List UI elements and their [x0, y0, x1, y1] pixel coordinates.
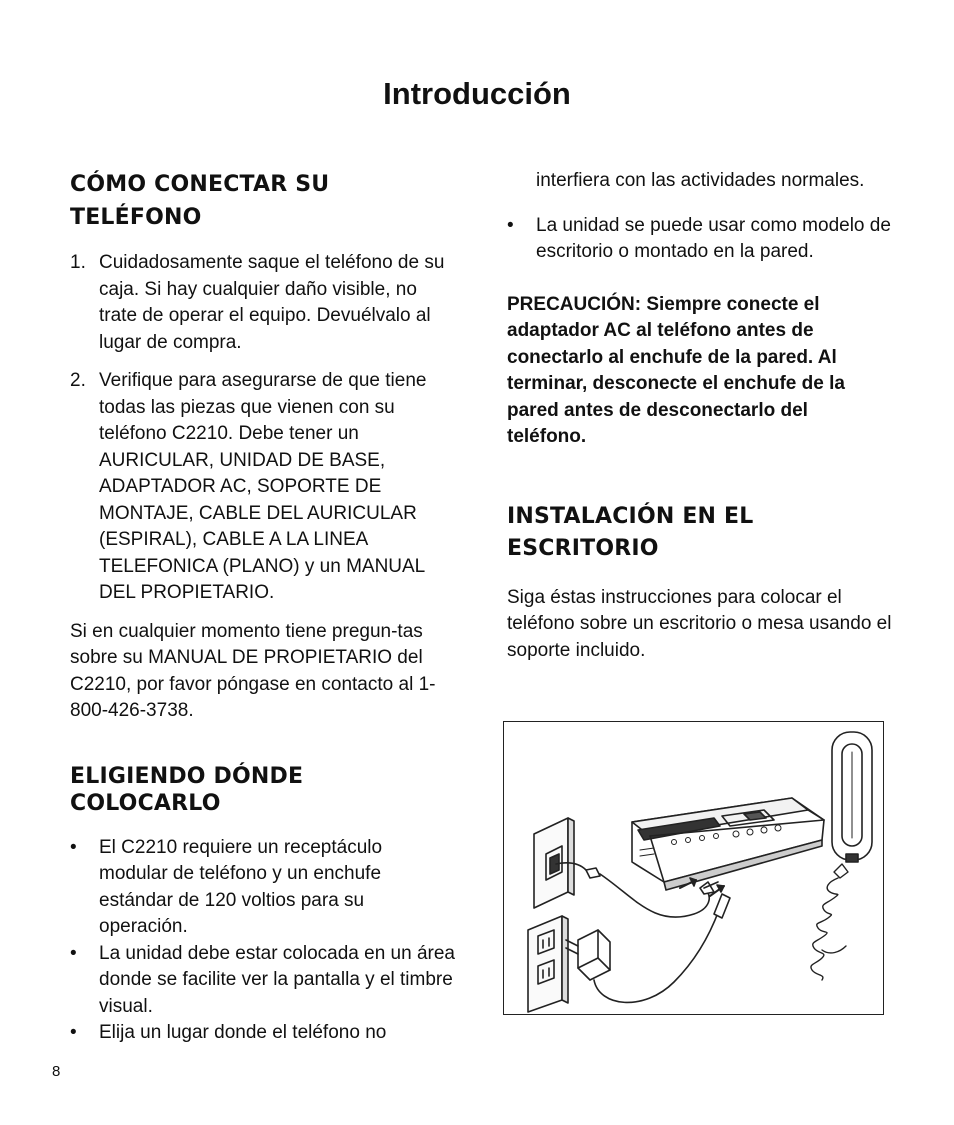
bullet-text: La unidad debe estar colocada en un área donde se facilite ver la pantalla y el timbre visual. — [99, 942, 455, 1017]
desk-heading: INSTALACIÓN EN EL ESCRITORIO — [507, 503, 754, 561]
ac-outlet-icon — [528, 916, 568, 1012]
left-column — [70, 168, 455, 1047]
step-item — [70, 368, 455, 607]
handset-icon — [832, 732, 872, 862]
bullet-icon: • — [507, 214, 514, 236]
phone-installation-illustration — [503, 721, 884, 1015]
bullet-icon: • — [70, 1022, 77, 1043]
right-column — [507, 168, 892, 664]
bullet-item — [70, 835, 455, 941]
bullet-item — [507, 213, 892, 266]
phone-base-unit-icon — [632, 798, 824, 896]
connect-steps — [70, 250, 455, 607]
page-number: 8 — [52, 1063, 61, 1080]
step-text: Verifique para asegurarse de que tiene todas las piezas que vienen con su teléfono C2210. Debe tener un AURICULAR, UNIDAD DE BASE, ADAPTADOR AC, SOPORTE DE MONTAJE, CABLE DEL AURICULAR (ESPIRAL), CABLE A LA LINEA TELEFONICA (PLANO) y un MANUAL DEL PROPIETARIO. — [99, 370, 427, 603]
bullet-item — [70, 941, 455, 1021]
bullet-icon: • — [70, 942, 77, 964]
step-text: Cuidadosamente saque el teléfono de su caja. Si hay cualquier daño visible, no trate de operar el equipo. Devuélvalo al lugar de compra. — [99, 252, 445, 353]
step-number: 1. — [70, 252, 86, 273]
step-item — [70, 250, 455, 356]
bullet-text: Elija un lugar donde el teléfono no — [99, 1022, 387, 1043]
step-number: 2. — [70, 370, 86, 391]
caution-paragraph: PRECAUCIÓN: Siempre conecte el adaptador AC al teléfono antes de conectarlo al enchufe de la pared. Al terminar, desconecte el enchufe de la pared antes de desconectarlo del teléfono. — [507, 293, 845, 447]
ac-adapter-icon — [566, 894, 730, 1002]
desk-intro-paragraph: Siga éstas instrucciones para colocar el teléfono sobre un escritorio o mesa usando el soporte incluido. — [507, 586, 892, 661]
connect-heading: CÓMO CONECTAR SU TELÉFONO — [70, 172, 330, 230]
bullet-icon: • — [70, 836, 77, 858]
location-heading: ELIGIENDO DÓNDE COLOCARLO — [70, 763, 304, 816]
location-bullets-continued — [507, 213, 892, 266]
bullet-continuation: interfiera con las actividades normales. — [536, 170, 865, 191]
bullet-item — [70, 1020, 455, 1047]
bullet-text: La unidad se puede usar como modelo de escritorio o montado en la pared. — [536, 214, 891, 262]
bullet-text: El C2210 requiere un receptáculo modular de teléfono y un enchufe estándar de 120 voltios para su operación. — [99, 836, 383, 937]
page-title: Introducción — [383, 76, 571, 111]
location-bullets — [70, 835, 455, 1047]
contact-paragraph: Si en cualquier momento tiene pregun-tas sobre su MANUAL DE PROPIETARIO del C2210, por favor póngase en contacto al 1-800-426-3738. — [70, 620, 436, 721]
coiled-cord-icon — [811, 864, 848, 980]
